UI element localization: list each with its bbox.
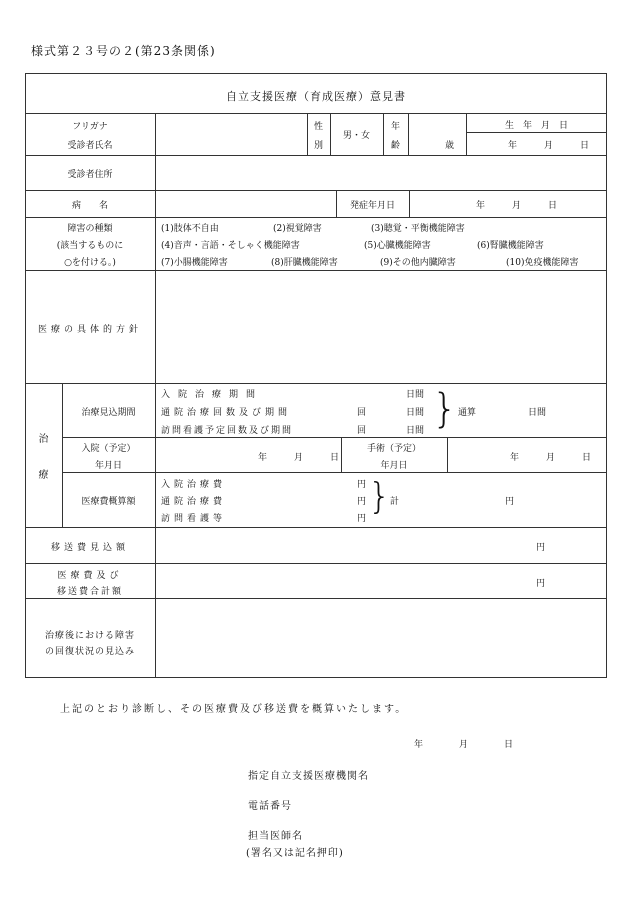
patient-name-label: 受診者氏名 (67, 141, 113, 151)
disability-option: (1)肢体不自由 (161, 224, 219, 234)
admission-label-2: 年月日 (94, 461, 122, 471)
sign-date: 年 月 日 (414, 740, 514, 750)
total-cost-yen: 円 (536, 579, 546, 589)
age-label-bottom: 齢 (390, 141, 400, 151)
surgery-label: 手術（予定） (366, 444, 421, 454)
form-number: 様式第２３号の２(第23条関係) (31, 44, 216, 58)
brace-icon: } (432, 386, 458, 432)
yen-unit: 円 (357, 497, 367, 507)
cost-item: 入院治療費 (161, 480, 227, 490)
disability-option: (2)視覚障害 (273, 224, 322, 234)
disability-option: (6)腎臓機能障害 (477, 241, 544, 251)
period-item: 訪問看護予定回数及び期間 (161, 426, 294, 436)
admission-label: 入院（予定） (81, 444, 136, 454)
surgery-label-2: 年月日 (380, 461, 408, 471)
cost-label: 医療費概算額 (81, 497, 136, 507)
prospect-label-2: の回復状況の見込み (44, 647, 135, 657)
sex-label-bottom: 別 (313, 141, 323, 151)
total-unit: 日間 (528, 408, 547, 418)
yen-unit: 円 (357, 514, 367, 524)
sum-yen: 円 (505, 497, 515, 507)
cost-item: 通院治療費 (161, 497, 227, 507)
total-cost-label-2: 移送費合計額 (56, 587, 123, 597)
disability-option: (3)聴覚・平衡機能障害 (371, 224, 465, 234)
prospect-label: 治療後における障害 (44, 631, 135, 641)
period-unit: 日間 (406, 390, 425, 400)
address-label: 受診者住所 (67, 170, 113, 180)
period-kai: 回 (357, 426, 367, 436)
period-item: 通院治療回数及び期間 (161, 408, 292, 418)
disability-option: (5)心臓機能障害 (364, 241, 431, 251)
yen-unit: 円 (357, 480, 367, 490)
disability-option: (7)小腸機能障害 (161, 258, 228, 268)
onset-date: 年 月 日 (476, 201, 558, 211)
institution-label: 指定自立支援医療機関名 (248, 771, 369, 782)
transport-yen: 円 (536, 543, 546, 553)
birth-label: 生 年 月 日 (504, 121, 568, 131)
brace-icon: } (368, 476, 391, 517)
furigana-label: フリガナ (72, 122, 108, 132)
disability-note-2: ○を付ける。) (64, 258, 116, 268)
period-label: 治療見込期間 (81, 408, 136, 418)
sum-label: 計 (390, 497, 400, 507)
disability-label: 障害の種類 (67, 224, 113, 234)
transport-label: 移送費見込額 (50, 543, 129, 553)
surgery-date: 年 月 日 (510, 453, 592, 463)
period-unit: 日間 (406, 408, 425, 418)
period-kai: 回 (357, 408, 367, 418)
treatment-side-2: 療 (38, 470, 49, 481)
policy-label: 医療の具体的方針 (37, 325, 142, 335)
disease-label: 病 名 (71, 201, 108, 211)
onset-label: 発症年月日 (349, 201, 395, 211)
sex-value: 男・女 (342, 131, 370, 141)
form-title: 自立支援医療（育成医療）意見書 (226, 90, 406, 103)
statement: 上記のとおり診断し、その医療費及び移送費を概算いたします。 (60, 704, 408, 715)
disability-option: (4)音声・言語・そしゃく機能障害 (161, 241, 300, 251)
total-label: 通算 (458, 408, 477, 418)
total-cost-label: 医療費及び (57, 571, 123, 581)
cost-item: 訪問看護等 (161, 514, 227, 524)
age-label-top: 年 (390, 122, 400, 132)
admission-date: 年 月 日 (258, 453, 340, 463)
birth-date: 年 月 日 (508, 141, 590, 151)
treatment-side-1: 治 (38, 434, 49, 445)
disability-option: (9)その他内臓障害 (380, 258, 456, 268)
period-item: 入院治療期間 (161, 390, 264, 400)
period-unit: 日間 (406, 426, 425, 436)
doctor-label: 担当医師名 (248, 831, 303, 842)
disability-note-1: (該当するものに (56, 241, 124, 251)
age-unit: 歳 (445, 141, 455, 151)
disability-option: (8)肝臓機能障害 (271, 258, 338, 268)
seal-note: (署名又は記名押印) (246, 848, 344, 859)
sex-label-top: 性 (313, 122, 323, 132)
disability-option: (10)免疫機能障害 (506, 258, 579, 268)
phone-label: 電話番号 (248, 801, 292, 812)
